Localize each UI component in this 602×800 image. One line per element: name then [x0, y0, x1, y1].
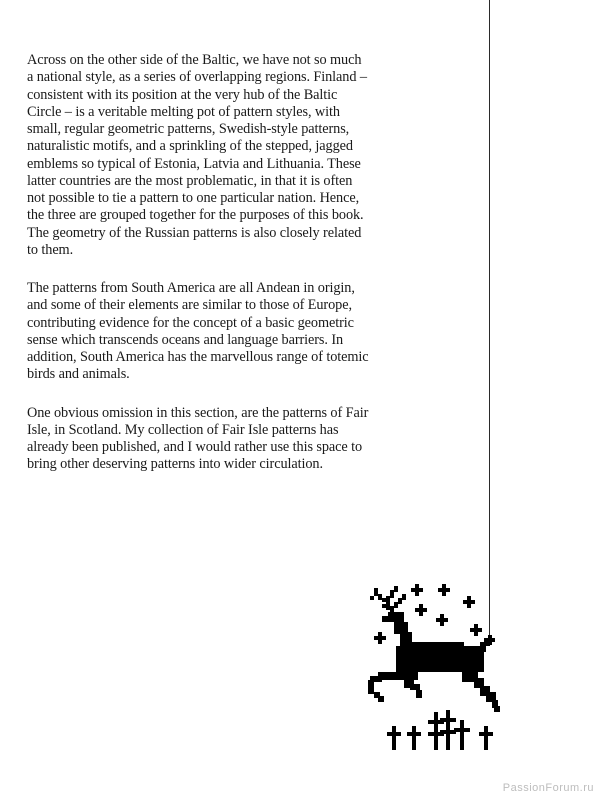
reindeer-stars-knitting-motif-icon: [364, 580, 514, 765]
paragraph-baltic-regions: Across on the other side of the Baltic, we have not so much a national style, as a series of overlapping regions. Finland – consistent with its position at the very hub of the Baltic Circle – is a veritable melting pot of pattern styles, with small, regular geometric patterns, Swedish-style patterns, naturalistic motifs, and a sprinkling of the stepped, jagged emblems so typical of Estonia, Latvia and Lithuania. These latter countries are the most problematic, in that it is often not possible to tie a pattern to one particular nation. Hence, the three are grouped together for the purposes of this book. The geometry of the Russian patterns is also closely related to them.: [27, 52, 367, 258]
watermark: PassionForum.ru: [502, 782, 594, 794]
paragraph-fair-isle: One obvious omission in this section, are the patterns of Fair Isle, in Scotland. My collection of Fair Isle patterns has already been published, and I would rather use this space to bring other deserving patterns into wider circulation.: [27, 404, 369, 473]
reindeer-antlers-icon: [370, 586, 406, 614]
column-divider-rule: [489, 0, 490, 643]
reindeer-body-icon: [368, 612, 500, 712]
tree-cross-icon: [387, 710, 493, 750]
body-text-column: [27, 52, 369, 495]
paragraph-south-america: The patterns from South America are all Andean in origin, and some of their elements are similar to those of Europe, contributing evidence for the concept of a basic geometric sense which transcends oceans and language barriers. In addition, South America has the marvellous range of totemic birds and animals.: [27, 280, 369, 383]
